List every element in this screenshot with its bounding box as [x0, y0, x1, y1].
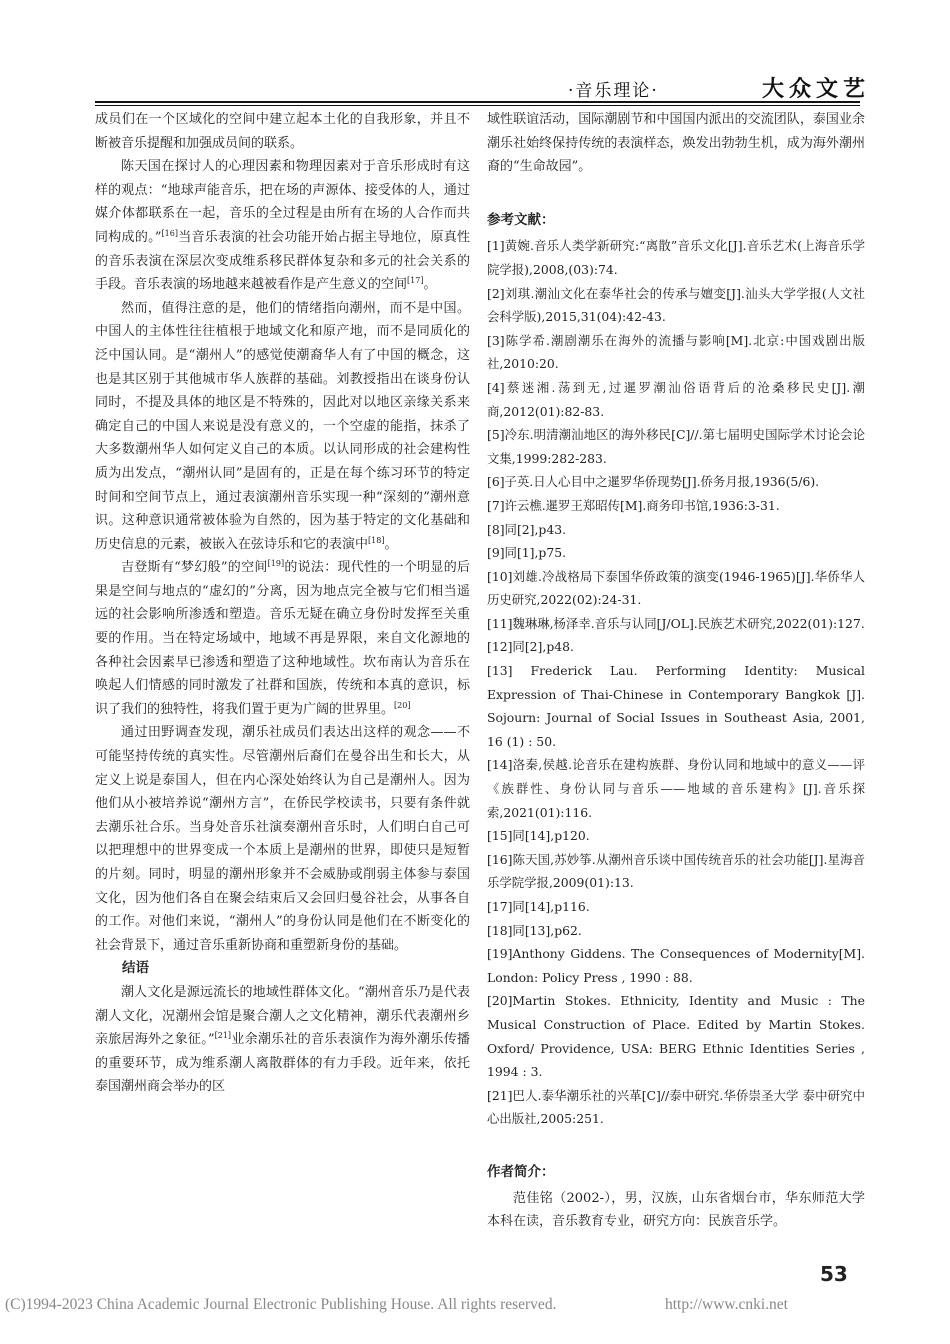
author-bio: 范佳铭（2002-），男，汉族，山东省烟台市，华东师范大学本科在读，音乐教育专业，研究方向：民族音乐学。 — [487, 1190, 865, 1230]
footer — [5, 1296, 945, 1314]
citation-marker: [21] — [214, 1031, 232, 1041]
reference-item: [12]同[2],p48. — [487, 639, 574, 655]
reference-item: [2]刘琪.潮汕文化在泰华社会的传承与嬗变[J].汕头大学学报(人文社会科学版),2015,31(04):42-43. — [487, 285, 865, 325]
header-rule-thin — [95, 105, 860, 106]
reference-item: [8]同[2],p43. — [487, 521, 567, 537]
journal-title: 大众文艺 — [762, 76, 871, 102]
references-heading: 参考文献： — [487, 211, 555, 228]
reference-item: [19]Anthony Giddens. The Consequences of Modernity[M]. London: Policy Press , 1990 : 88. — [487, 946, 865, 985]
reference-item: [14]洛秦,侯越.论音乐在建构族群、身份认同和地域中的意义——评《族群性、身份认同与音乐——地域的音乐建构》[J].音乐探索,2021(01):116. — [487, 757, 865, 820]
reference-item: [20]Martin Stokes. Ethnicity, Identity and Music : The Musical Construction of Place. Edited by Martin Stokes. Oxford/ Providence, USA: BERG Ethnic Identities Series , 1994 : 3. — [487, 993, 865, 1080]
paragraph-2: 陈天国在探讨人的心理因素和物理因素对于音乐形成时有这样的观点：“地球声能音乐，把在场的声源体、接受体的人，通过媒介体都联系在一起，音乐的全过程是由所有在场的人合作而共同构成的。”[16]当音乐表演的社会功能开始占据主导地位，原真性的音乐表演在深层次变成维系移民群体复杂和多元的社会关系的手段。音乐表演的场地越来越被看作是产生意义的空间[17]。 — [95, 159, 470, 293]
header-rule-thick — [95, 101, 860, 103]
reference-item: [15]同[14],p120. — [487, 828, 590, 844]
reference-item: [7]许云樵.暹罗王郑昭传[M].商务印书馆,1936:3-31. — [487, 497, 780, 513]
continuation-paragraph: 域性联谊活动，国际潮剧节和中国国内派出的交流团队，泰国业余潮乐社始终保持传统的表演样态，焕发出勃勃生机，成为海外潮州裔的“生命故园”。 — [487, 112, 865, 175]
left-column — [95, 108, 470, 1099]
reference-item: [3]陈学希.潮剧潮乐在海外的流播与影响[M].北京:中国戏剧出版社,2010:20. — [487, 332, 865, 372]
citation-marker: [18] — [368, 535, 385, 545]
conclusion-heading: 结语 — [122, 960, 149, 977]
reference-item: [1]黄婉.音乐人类学新研究:“离散”音乐文化[J].音乐艺术(上海音乐学院学报),2008,(03):74. — [487, 238, 865, 277]
journal-section-label: ·音乐理论· — [568, 81, 659, 101]
reference-item: [6]子英.日人心目中之暹罗华侨现势[J].侨务月报,1936(5/6). — [487, 474, 820, 490]
page-number: 53 — [820, 1262, 848, 1286]
reference-item: [21]巴人.泰华潮乐社的兴革[C]//泰中研究.华侨崇圣大学 泰中研究中心出版社,2005:251. — [487, 1087, 865, 1127]
footer-link[interactable]: http://www.cnki.net — [665, 1296, 788, 1313]
reference-item: [17]同[14],p116. — [487, 899, 590, 914]
reference-item: [18]同[13],p62. — [487, 922, 582, 938]
conclusion-paragraph: 潮人文化是源远流长的地域性群体文化。“潮州音乐乃是代表潮人文化，况潮州会馆是聚合潮人之文化精神，潮乐代表潮州乡亲旅居海外之象征。”[21]业余潮乐社的音乐表演作为海外潮乐传播的重要环节，成为维系潮人离散群体的有力手段。近年来，依托泰国潮州商会举办的区 — [95, 984, 470, 1095]
paragraph-1: 成员们在一个区域化的空间中建立起本土化的自我形象，并且不断被音乐提醒和加强成员间的联系。 — [95, 112, 470, 151]
reference-item: [13] Frederick Lau. Performing Identity: Musical Expression of Thai-Chinese in Contemporary Bangkok [J]. Sojourn: Journal of Social Issues in Southeast Asia, 2001, 16 (1) : 50. — [487, 663, 865, 749]
paragraph-4: 吉登斯有“梦幻般”的空间[19]的说法：现代性的一个明显的后果是空间与地点的“虚幻的”分离，因为地点完全被与它们相当遥远的社会影响所渗透和塑造。音乐无疑在确立身份时发挥至关重要的作用。当在特定场域中，地域不再是界限，来自文化源地的各种社会因素早已渗透和塑造了这种地域性。坎布南认为音乐在唤起人们情感的同时激发了社群和国族，传统和本真的意识，标识了我们的独特性，将我们置于更为广阔的世界里。[20] — [95, 559, 470, 717]
author-heading: 作者简介： — [487, 1163, 555, 1180]
reference-item: [4]蔡迷湘.荡到无,过暹罗潮汕俗语背后的沧桑移民史[J].潮商,2012(01):82-83. — [487, 379, 865, 419]
paragraph-5: 通过田野调查发现，潮乐社成员们表达出这样的观念——不可能坚持传统的真实性。尽管潮州后裔们在曼谷出生和长大，从定义上说是泰国人，但在内心深处始终认为自己是潮州人。因为他们从小被培养说“潮州方言”，在侨民学校读书，只要有条件就去潮乐社合乐。当身处音乐社演奏潮州音乐时，人们明白自己可以把理想中的世界变成一个本质上是潮州的世界，即使只是短暂的片刻。同时，明显的潮州形象并不会威胁或削弱主体参与泰国文化，因为他们各自在聚会结束后又会回归曼谷社会，从事各自的工作。对他们来说，“潮州人”的身份认同是他们在不断变化的社会背景下，通过音乐重新协商和重塑新身份的基础。 — [95, 725, 470, 953]
reference-item: [11]魏琳琳,杨泽幸.音乐与认同[J/OL].民族艺术研究,2022(01):127. — [487, 615, 865, 631]
reference-list — [487, 234, 865, 1131]
reference-item: [10]刘雄.冷战格局下泰国华侨政策的演变(1946-1965)[J].华侨华人历史研究,2022(02):24-31. — [487, 568, 865, 608]
citation-marker: [17] — [407, 276, 424, 286]
copyright-notice: (C)1994-2023 China Academic Journal Electronic Publishing House. All rights reserved. — [5, 1296, 557, 1313]
reference-item: [9]同[1],p75. — [487, 545, 567, 561]
paragraph-3: 然而，值得注意的是，他们的情绪指向潮州，而不是中国。中国人的主体性往往植根于地域文化和原产地，而不是同质化的泛中国认同。是“潮州人”的感觉使潮裔华人有了中国的概念，这也是其区别于其他城市华人族群的基础。刘教授指出在谈身份认同时，不提及具体的地区是不特殊的，因此对以地区亲缘关系来确定自己的中国人来说是没有意义的，一个空虚的能指，抹杀了大多数潮州华人如何定义自己的本质。以认同形成的社会建构性质为出发点，“潮州认同”是固有的，正是在每个练习环节的特定时间和空间节点上，通过表演潮州音乐实现一种“深刻的”潮州意识。这种意识通常被体验为自然的，因为基于特定的文化基础和历史信息的元素，被嵌入在弦诗乐和它的表演中[18]。 — [95, 300, 470, 552]
citation-marker: [19] — [267, 559, 285, 569]
reference-item: [16]陈天国,苏妙筝.从潮州音乐谈中国传统音乐的社会功能[J].星海音乐学院学报,2009(01):13. — [487, 851, 865, 891]
citation-marker: [20] — [394, 700, 411, 710]
reference-item: [5]冷东.明清潮汕地区的海外移民[C]//.第七届明史国际学术讨论会论文集,1999:282-283. — [487, 427, 865, 466]
right-column — [487, 108, 865, 1234]
citation-marker: [16] — [161, 228, 178, 238]
